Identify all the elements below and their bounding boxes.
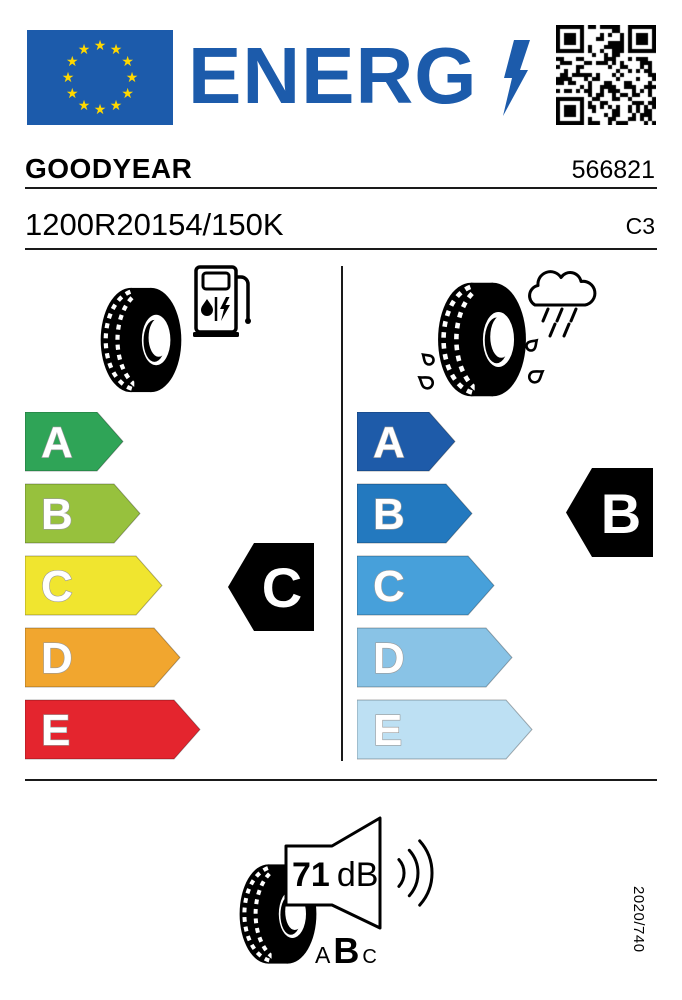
sound-waves-icon (399, 841, 432, 905)
fuel-efficiency-scale (25, 412, 235, 760)
eu-star-icon: ★ (125, 69, 139, 85)
eu-star-icon: ★ (77, 96, 91, 113)
tyre-class: C3 (625, 213, 655, 239)
eu-star-icon: ★ (93, 37, 107, 53)
wet-grade-row-d (357, 628, 512, 687)
fuel-grade-row-a (25, 412, 123, 471)
grade-label: A (41, 418, 73, 467)
eu-star-icon: ★ (121, 53, 134, 69)
eu-star-icon: ★ (93, 101, 107, 117)
energ-logo-text: ENERG (188, 31, 478, 120)
fuel-grade-row-b (25, 484, 140, 543)
grade-label: E (373, 706, 403, 755)
fuel-rating-arrow (228, 543, 314, 631)
eu-star-icon: ★ (66, 85, 79, 101)
grade-label: C (373, 562, 405, 611)
regulation-number: 2020/740 (630, 886, 647, 953)
tyre-dimensions: 1200R20154/150K (25, 207, 284, 242)
noise-unit: dB (336, 856, 379, 894)
qr-code-icon (556, 25, 656, 125)
rain-cloud-icon (522, 262, 600, 338)
wet-grade-row-a (357, 412, 455, 471)
eu-flag-icon (27, 30, 173, 125)
grade-label: D (373, 634, 405, 683)
eu-star-icon: ★ (66, 53, 79, 69)
article-number: 566821 (571, 156, 655, 184)
noise-class-a: A (315, 942, 331, 968)
lightning-bolt-icon (500, 40, 536, 118)
divider-line (25, 779, 657, 781)
wet-grip-scale (357, 412, 567, 760)
eu-star-icon: ★ (77, 41, 91, 58)
grade-label: D (41, 634, 73, 683)
noise-db-value (292, 856, 378, 895)
eu-star-icon: ★ (61, 69, 75, 85)
grade-label: B (41, 490, 73, 539)
fuel-rating-value: C (261, 556, 303, 619)
grade-label: A (373, 418, 405, 467)
noise-class-c: C (362, 946, 377, 968)
grade-label: E (41, 706, 71, 755)
noise-class-b-selected: B (333, 930, 360, 971)
wet-grip-rating-value: B (600, 482, 642, 545)
wet-grip-rating-arrow (566, 468, 653, 557)
wet-grade-row-b (357, 484, 472, 543)
divider-line (25, 248, 657, 250)
fuel-grade-row-d (25, 628, 180, 687)
wet-grade-row-e (357, 700, 532, 759)
eu-star-icon: ★ (109, 41, 123, 58)
eu-star-icon: ★ (109, 96, 123, 113)
grade-label: B (373, 490, 405, 539)
fuel-grade-row-c (25, 556, 162, 615)
tire-icon (99, 284, 183, 396)
brand-name: GOODYEAR (25, 153, 193, 184)
noise-class-scale (315, 930, 377, 972)
rain-icon (543, 309, 576, 336)
noise-value: 71 (292, 856, 330, 894)
fuel-pump-icon (193, 264, 251, 344)
grade-label: C (41, 562, 73, 611)
eu-star-icon: ★ (121, 85, 134, 101)
vertical-divider (341, 266, 343, 761)
divider-line (25, 187, 657, 189)
fuel-grade-row-e (25, 700, 200, 759)
wet-grade-row-c (357, 556, 494, 615)
